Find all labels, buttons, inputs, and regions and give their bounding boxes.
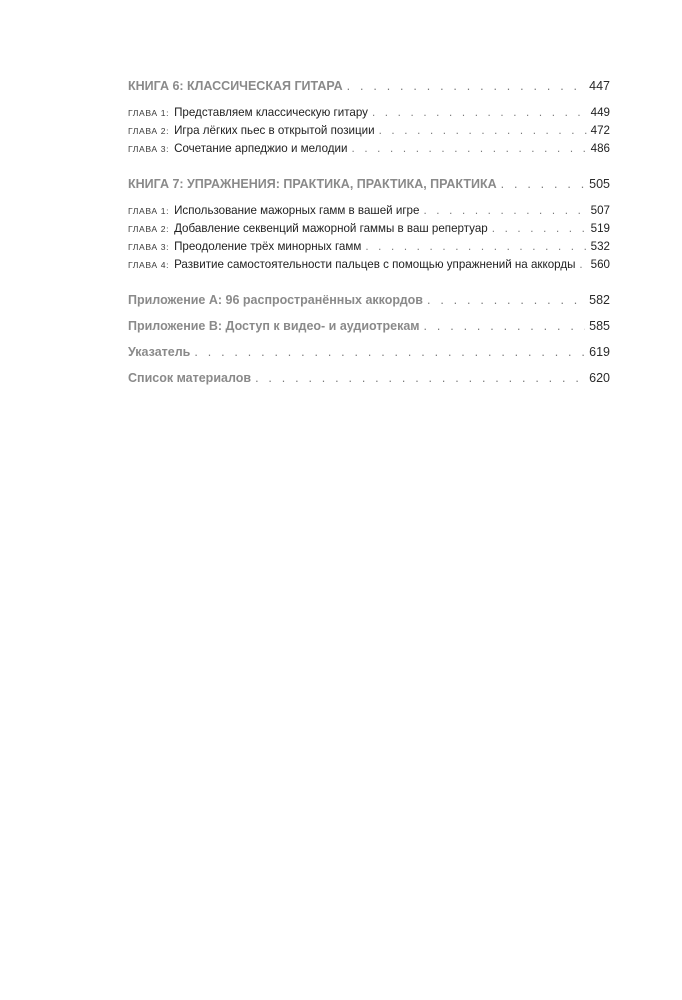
- dot-leader: [424, 316, 586, 336]
- toc-index[interactable]: [128, 342, 610, 362]
- chapter-page-number: 519: [590, 222, 610, 235]
- materials-list-page-number: 620: [589, 371, 610, 385]
- toc-chapter[interactable]: [128, 256, 610, 274]
- book-page-number: 447: [589, 79, 610, 93]
- chapter-number: ГЛАВА 1:: [128, 206, 170, 216]
- dot-leader: [347, 76, 585, 96]
- toc-materials-list[interactable]: [128, 368, 610, 388]
- index-page-number: 619: [589, 345, 610, 359]
- appendix-page-number: 582: [589, 293, 610, 307]
- dot-leader: [492, 220, 587, 238]
- toc-chapter[interactable]: [128, 104, 610, 122]
- chapter-page-number: 532: [590, 240, 610, 253]
- toc-chapter[interactable]: [128, 122, 610, 140]
- chapter-number: ГЛАВА 1:: [128, 108, 170, 118]
- toc-chapter[interactable]: [128, 220, 610, 238]
- appendix-page-number: 585: [589, 319, 610, 333]
- materials-list-title: Список материалов: [128, 371, 252, 385]
- chapter-title: Добавление секвенций мажорной гаммы в ваш репертуар: [174, 222, 488, 235]
- chapter-number: ГЛАВА 2:: [128, 224, 170, 234]
- chapter-title: Сочетание арпеджио и мелодии: [174, 142, 348, 155]
- chapter-title: Развитие самостоятельности пальцев с помощью упражнений на аккорды: [174, 258, 576, 271]
- chapter-page-number: 472: [590, 124, 610, 137]
- toc-chapter[interactable]: [128, 202, 610, 220]
- chapter-title: Преодоление трёх минорных гамм: [174, 240, 362, 253]
- chapter-number: ГЛАВА 3:: [128, 242, 170, 252]
- book-page-number: 505: [589, 177, 610, 191]
- index-title: Указатель: [128, 345, 191, 359]
- table-of-contents: [128, 76, 610, 388]
- chapter-page-number: 486: [590, 142, 610, 155]
- toc-chapter[interactable]: [128, 140, 610, 158]
- dot-leader: [372, 104, 587, 122]
- book-title: КНИГА 7: УПРАЖНЕНИЯ: ПРАКТИКА, ПРАКТИКА, ПРАКТИКА: [128, 177, 497, 191]
- chapter-title: Игра лёгких пьес в открытой позиции: [174, 124, 375, 137]
- dot-leader: [255, 368, 585, 388]
- book-title: КНИГА 6: КЛАССИЧЕСКАЯ ГИТАРА: [128, 79, 343, 93]
- toc-appendix-a[interactable]: [128, 290, 610, 310]
- dot-leader: [352, 140, 587, 158]
- chapter-number: ГЛАВА 4:: [128, 260, 170, 270]
- chapter-title: Использование мажорных гамм в вашей игре: [174, 204, 420, 217]
- chapter-number: ГЛАВА 2:: [128, 126, 170, 136]
- toc-chapter[interactable]: [128, 238, 610, 256]
- toc-book-7[interactable]: [128, 174, 610, 194]
- toc-book-6[interactable]: [128, 76, 610, 96]
- chapter-page-number: 560: [590, 258, 610, 271]
- dot-leader: [427, 290, 585, 310]
- dot-leader: [423, 202, 586, 220]
- chapter-title: Представляем классическую гитару: [174, 106, 368, 119]
- appendix-title: Приложение В: Доступ к видео- и аудиотрекам: [128, 319, 420, 333]
- chapter-page-number: 449: [590, 106, 610, 119]
- dot-leader: [579, 256, 586, 274]
- dot-leader: [365, 238, 586, 256]
- chapter-number: ГЛАВА 3:: [128, 144, 170, 154]
- appendix-title: Приложение А: 96 распространённых аккордов: [128, 293, 423, 307]
- toc-appendix-b[interactable]: [128, 316, 610, 336]
- dot-leader: [194, 342, 585, 362]
- dot-leader: [501, 174, 586, 194]
- chapter-page-number: 507: [590, 204, 610, 217]
- dot-leader: [379, 122, 587, 140]
